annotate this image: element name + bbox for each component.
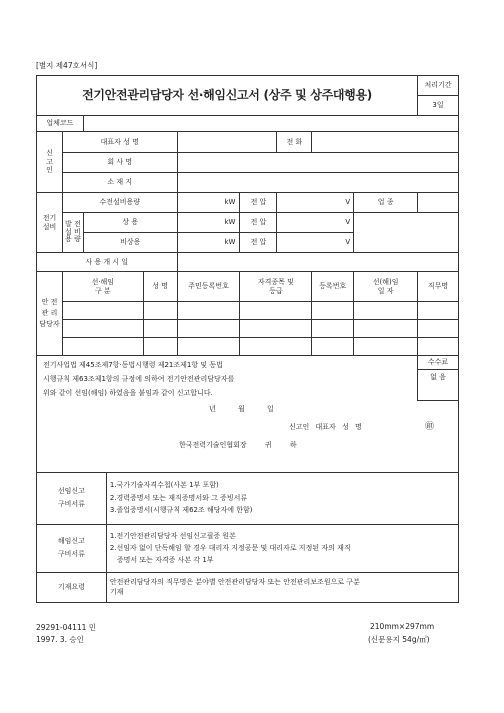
date-line: 년 월 일 [209, 404, 274, 413]
row-cell[interactable] [312, 320, 354, 338]
recipient-line: 한국전력기술인협회장 귀 하 [179, 440, 297, 449]
appoint-docs-label: 선임신고 구비서류 [37, 472, 107, 524]
col-name: 성 명 [143, 272, 177, 302]
blank-cell [354, 213, 459, 233]
row-cell[interactable] [354, 302, 418, 320]
receiving-capacity-label: 수전설비용량 [62, 193, 177, 213]
paper-size: 210mm×297mm [370, 622, 435, 631]
equip-section: 전기 설비 [37, 193, 63, 253]
row-cell[interactable] [354, 320, 418, 338]
row-cell[interactable] [418, 302, 459, 320]
form-label: [별지 제47호서식] [36, 61, 98, 70]
address-label: 소 재 지 [62, 173, 177, 193]
row-cell[interactable] [354, 338, 418, 356]
row-cell[interactable] [240, 302, 312, 320]
row-cell[interactable] [177, 302, 240, 320]
period-label: 처리기간 [418, 76, 459, 96]
approval-date: 1997. 3. 승인 [36, 635, 84, 644]
blank-cell [354, 233, 459, 253]
row-cell[interactable] [143, 302, 177, 320]
fee-value: 없 음 [418, 370, 459, 400]
emergency-kw-unit: kW [177, 233, 240, 253]
form-code: 29291-04111 민 [36, 623, 97, 632]
start-date-field[interactable] [177, 253, 458, 272]
row-cell[interactable] [177, 338, 240, 356]
col-job: 직무명 [418, 272, 459, 302]
regular-use-label: 상 용 [83, 213, 177, 233]
row-cell[interactable] [312, 338, 354, 356]
row-cell[interactable] [143, 320, 177, 338]
col-type: 선·해임 구 분 [62, 272, 143, 302]
row-cell[interactable] [418, 338, 459, 356]
receiving-v-unit: V [277, 193, 354, 213]
company-code-field[interactable] [83, 116, 458, 132]
signer-line: 신고인 대표자 성 명 [289, 422, 362, 431]
dismiss-docs-list: 1.전기안전관리담당자 선임신고필증 원본 2.선임자 없이 단독해임 할 경우 대리자 지정공문 및 대리자로 지정된 자의 재직 증명서 또는 자격증 사본 각 1부 [106, 524, 458, 572]
address-field[interactable] [177, 173, 458, 193]
dismiss-docs-label: 해임신고 구비서류 [37, 524, 107, 572]
rep-name-field[interactable] [177, 132, 277, 153]
note-text: 안전관리담당자의 직무명은 분야별 안전관리담당자 또는 안전관리보조원으로 구분 기재 [106, 572, 458, 602]
gen-capacity-label: 발 전 설 비 용 량 [62, 213, 83, 253]
company-name-label: 회 사 명 [62, 153, 177, 173]
regular-v-unit: V [277, 213, 354, 233]
report-form [36, 75, 459, 603]
col-id: 주민등록번호 [177, 272, 240, 302]
period-value: 3일 [418, 96, 459, 116]
phone-field[interactable] [312, 132, 459, 153]
paper-type: (신문용지 54g/㎡) [368, 635, 430, 644]
business-label: 업 종 [354, 193, 418, 213]
business-field[interactable] [418, 193, 459, 213]
seal-mark: ㊞ [425, 421, 435, 432]
start-date-label: 사 용 개 시 일 [37, 253, 178, 272]
row-cell[interactable] [240, 320, 312, 338]
fee-label: 수수료 [418, 356, 459, 370]
company-code-label: 업체코드 [37, 116, 84, 132]
col-date: 선(해)임 일 자 [354, 272, 418, 302]
row-cell[interactable] [240, 338, 312, 356]
signature-block [37, 400, 459, 472]
statement: 전기사업법 제45조제7항·동법시행령 제21조제1항 및 동법 시행규칙 제63조제1항의 규정에 의하여 전기안전관리담당자를 위와 같이 선임(해임) 하였음을 붙임과 같이 신고합니다. [37, 356, 418, 401]
row-cell[interactable] [418, 320, 459, 338]
row-cell[interactable] [143, 338, 177, 356]
regular-voltage-label: 전 압 [240, 213, 277, 233]
emergency-use-label: 비상용 [83, 233, 177, 253]
emergency-v-unit: V [277, 233, 354, 253]
col-reg: 등록번호 [312, 272, 354, 302]
receiving-kw-unit: kW [177, 193, 240, 213]
row-cell[interactable] [62, 320, 143, 338]
emergency-voltage-label: 전 압 [240, 233, 277, 253]
manager-section: 안 전 관 리 담당자 [37, 272, 63, 356]
reporter-section: 신 고 인 [37, 132, 63, 193]
company-name-field[interactable] [177, 153, 458, 173]
row-cell[interactable] [62, 338, 143, 356]
receiving-voltage-label: 전 압 [240, 193, 277, 213]
regular-kw-unit: kW [177, 213, 240, 233]
phone-label: 전 화 [277, 132, 312, 153]
appoint-docs-list: 1.국가기술자격수첩(사본 1부 포함) 2.경력증명서 또는 재직증명서와 그 증빙서류 3.졸업증명서(시행규칙 제62조 해당자에 한함) [106, 472, 458, 524]
note-label: 기재요령 [37, 572, 107, 602]
rep-name-label: 대표자 성 명 [62, 132, 177, 153]
row-cell[interactable] [312, 302, 354, 320]
row-cell[interactable] [62, 302, 143, 320]
row-cell[interactable] [177, 320, 240, 338]
col-license: 자격종목 및 등급 [240, 272, 312, 302]
form-title: 전기안전관리담당자 선·해임신고서 (상주 및 상주대행용) [37, 76, 418, 116]
